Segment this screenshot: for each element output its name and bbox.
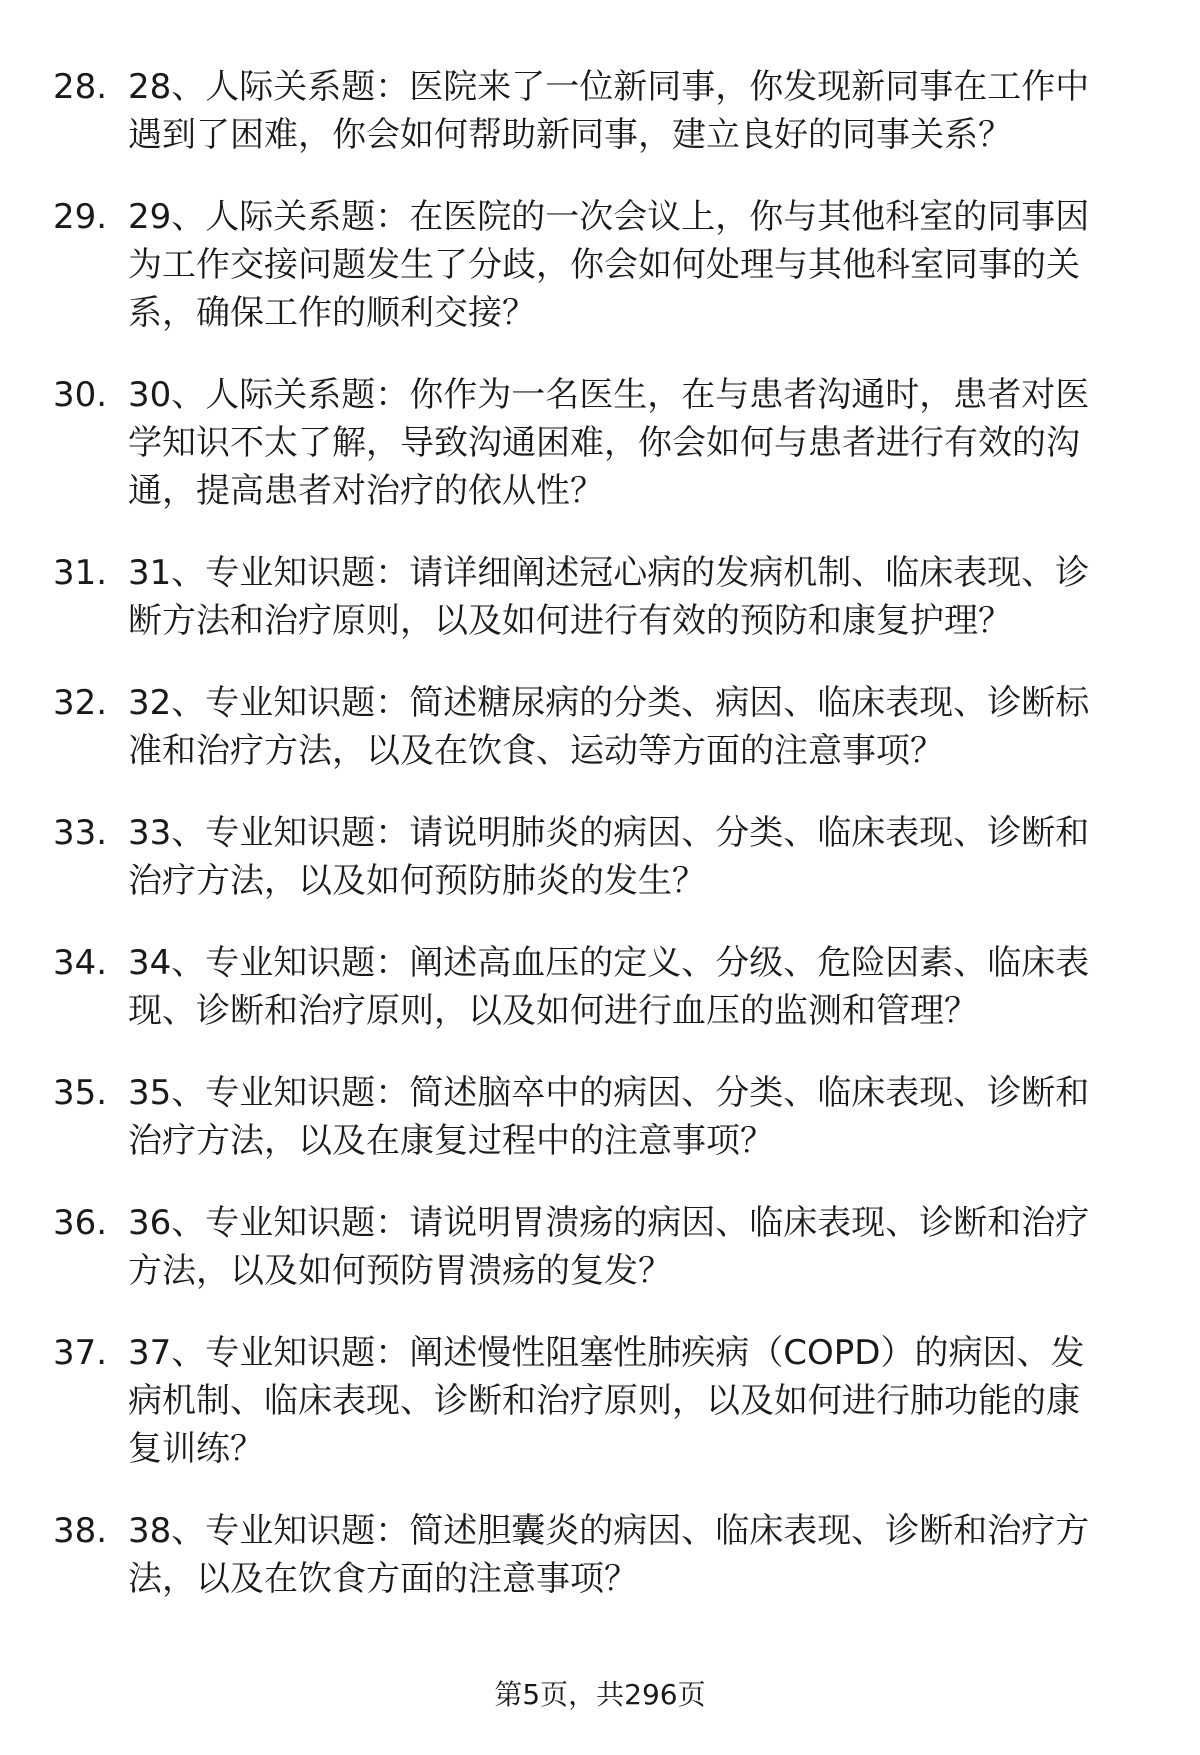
list-item	[0, 1329, 1200, 1473]
question-line: 28、人际关系题：医院来了一位新同事，你发现新同事在工作中	[128, 67, 1090, 107]
question-list	[0, 63, 1200, 1637]
question-line: 29、人际关系题：在医院的一次会议上，你与其他科室的同事因	[128, 197, 1090, 237]
question-line: 病机制、临床表现、诊断和治疗原则，以及如何进行肺功能的康	[128, 1381, 1080, 1421]
question-text	[128, 63, 1158, 159]
question-line: 38、专业知识题：简述胆囊炎的病因、临床表现、诊断和治疗方	[128, 1511, 1090, 1551]
question-line: 法，以及在饮食方面的注意事项？	[128, 1559, 638, 1599]
question-text	[128, 1329, 1158, 1473]
list-item	[0, 1507, 1200, 1603]
list-number: 32.	[53, 683, 108, 723]
question-line: 学知识不太了解，导致沟通困难，你会如何与患者进行有效的沟	[128, 423, 1080, 463]
list-number: 38.	[53, 1511, 108, 1551]
question-line: 34、专业知识题：阐述高血压的定义、分级、危险因素、临床表	[128, 943, 1090, 983]
list-number: 31.	[53, 553, 108, 593]
question-line: 32、专业知识题：简述糖尿病的分类、病因、临床表现、诊断标	[128, 683, 1090, 723]
question-text	[128, 193, 1158, 337]
question-text	[128, 679, 1158, 775]
question-line: 复训练？	[128, 1429, 264, 1469]
question-line: 36、专业知识题：请说明胃溃疡的病因、临床表现、诊断和治疗	[128, 1203, 1090, 1243]
question-text	[128, 809, 1158, 905]
list-item	[0, 371, 1200, 515]
question-text	[128, 939, 1158, 1035]
question-text	[128, 1507, 1158, 1603]
list-item	[0, 63, 1200, 159]
list-item	[0, 939, 1200, 1035]
question-text	[128, 1069, 1158, 1165]
question-line: 31、专业知识题：请详细阐述冠心病的发病机制、临床表现、诊	[128, 553, 1090, 593]
list-item	[0, 193, 1200, 337]
list-number: 30.	[53, 375, 108, 415]
list-number: 37.	[53, 1333, 108, 1373]
list-number: 33.	[53, 813, 108, 853]
question-line: 治疗方法，以及在康复过程中的注意事项？	[128, 1121, 774, 1161]
list-number: 35.	[53, 1073, 108, 1113]
list-number: 36.	[53, 1203, 108, 1243]
list-number: 29.	[53, 197, 108, 237]
question-line: 通，提高患者对治疗的依从性？	[128, 471, 604, 511]
list-item	[0, 549, 1200, 645]
question-line: 断方法和治疗原则，以及如何进行有效的预防和康复护理？	[128, 601, 1012, 641]
question-text	[128, 371, 1158, 515]
page-footer: 第5页，共296页	[494, 1678, 706, 1711]
list-item	[0, 1199, 1200, 1295]
list-item	[0, 809, 1200, 905]
question-line: 33、专业知识题：请说明肺炎的病因、分类、临床表现、诊断和	[128, 813, 1090, 853]
question-line: 准和治疗方法，以及在饮食、运动等方面的注意事项？	[128, 731, 944, 771]
list-item	[0, 679, 1200, 775]
question-line: 方法，以及如何预防胃溃疡的复发？	[128, 1251, 672, 1291]
question-line: 系，确保工作的顺利交接？	[128, 293, 536, 333]
question-line: 遇到了困难，你会如何帮助新同事，建立良好的同事关系？	[128, 115, 1012, 155]
question-line: 现、诊断和治疗原则，以及如何进行血压的监测和管理？	[128, 991, 978, 1031]
list-number: 28.	[53, 67, 108, 107]
question-line: 37、专业知识题：阐述慢性阻塞性肺疾病（COPD）的病因、发	[128, 1333, 1085, 1373]
question-line: 30、人际关系题：你作为一名医生，在与患者沟通时，患者对医	[128, 375, 1090, 415]
list-number: 34.	[53, 943, 108, 983]
question-line: 为工作交接问题发生了分歧，你会如何处理与其他科室同事的关	[128, 245, 1080, 285]
question-text	[128, 549, 1158, 645]
question-line: 治疗方法，以及如何预防肺炎的发生？	[128, 861, 706, 901]
question-line: 35、专业知识题：简述脑卒中的病因、分类、临床表现、诊断和	[128, 1073, 1090, 1113]
list-item	[0, 1069, 1200, 1165]
question-text	[128, 1199, 1158, 1295]
